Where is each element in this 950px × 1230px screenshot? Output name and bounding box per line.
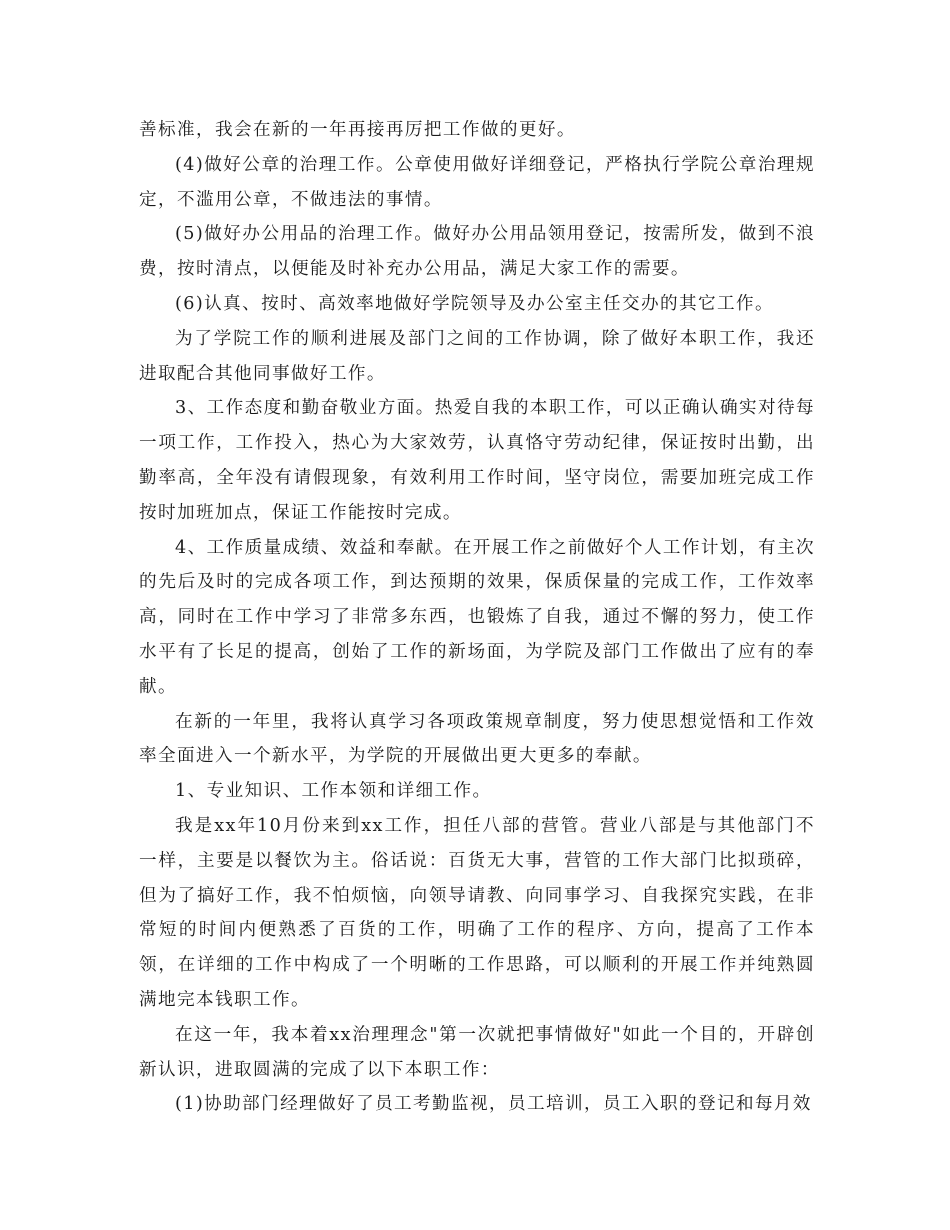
paragraph-item-6-other-tasks: (6)认真、按时、高效率地做好学院领导及办公室主任交办的其它工作。 — [175, 293, 774, 314]
paragraph-section-1-heading: 1、专业知识、工作本领和详细工作。 — [175, 781, 492, 802]
paragraph-section-4-quality: 4、工作质量成绩、效益和奉献。在开展工作之前做好个人工作计划，有主次的先后及时的完成各项工作，到达预期的效果，保质保量的完成工作，工作效率高，同时在工作中学习了非常多东西，也锻炼了自我，通过不懈的努力，使工作水平有了长足的提高，创始了工作的新场面，为学院及部门工作做出了应有的奉献。 — [139, 537, 815, 697]
paragraph-introduction: 我是xx年10月份来到xx工作，担任八部的营管。营业八部是与其他部门不一样，主要是以餐饮为主。俗话说：百货无大事，营管的工作大部门比拟琐碎，但为了搞好工作，我不怕烦恼，向领导请教、向同事学习、自我探究实践，在非常短的时间内便熟悉了百货的工作，明确了工作的程序、方向，提高了工作本领，在详细的工作中构成了一个明晰的工作思路，可以顺利的开展工作并纯熟圆满地完本钱职工作。 — [139, 815, 815, 1010]
paragraph-new-year: 在新的一年里，我将认真学习各项政策规章制度，努力使思想觉悟和工作效率全面进入一个新水平，为学院的开展做出更大更多的奉献。 — [139, 711, 815, 767]
paragraph-coordination: 为了学院工作的顺利进展及部门之间的工作协调，除了做好本职工作，我还进取配合其他同事做好工作。 — [139, 328, 815, 384]
paragraph-section-3-attitude: 3、工作态度和勤奋敬业方面。热爱自我的本职工作，可以正确认确实对待每一项工作，工作投入，热心为大家效劳，认真恪守劳动纪律，保证按时出勤，出勤率高，全年没有请假现象，有效利用工作时间，坚守岗位，需要加班完成工作按时加班加点，保证工作能按时完成。 — [139, 398, 815, 523]
paragraph-item-5-office-supplies: (5)做好办公用品的治理工作。做好办公用品领用登记，按需所发，做到不浪费，按时清点，以便能及时补充办公用品，满足大家工作的需要。 — [139, 224, 815, 280]
paragraph-item-1-assist-manager: (1)协助部门经理做好了员工考勤监视，员工培训，员工入职的登记和每月效 — [175, 1094, 812, 1115]
paragraph-item-4-seal-management: (4)做好公章的治理工作。公章使用做好详细登记，严格执行学院公章治理规定，不滥用公章，不做违法的事情。 — [139, 154, 815, 210]
paragraph-continuation: 善标准，我会在新的一年再接再厉把工作做的更好。 — [139, 120, 576, 140]
paragraph-this-year: 在这一年，我本着xx治理理念"第一次就把事情做好"如此一个目的，开辟创新认识，进取圆满的完成了以下本职工作： — [139, 1024, 815, 1080]
document-body — [139, 113, 815, 1122]
